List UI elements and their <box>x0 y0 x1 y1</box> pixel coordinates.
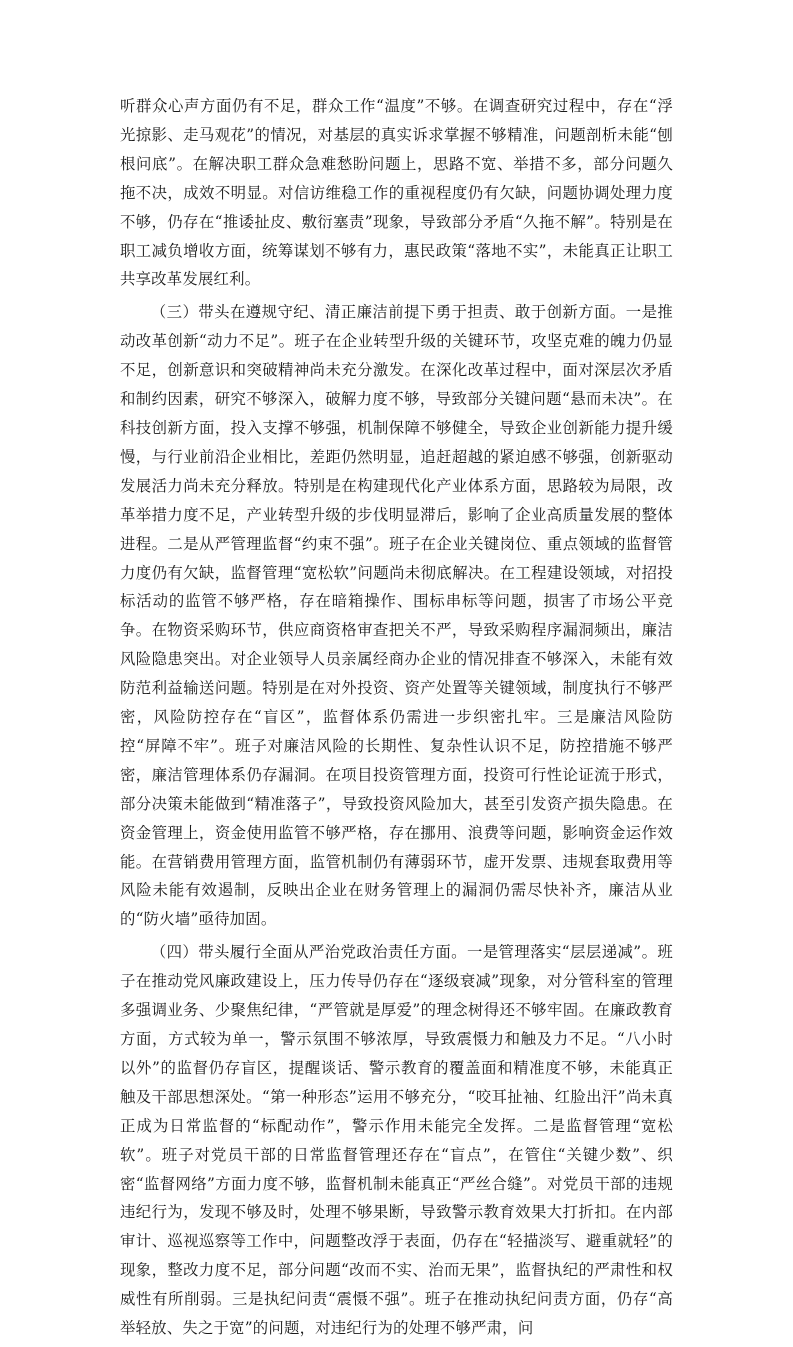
paragraph-section-three: （三）带头在遵规守纪、清正廉洁前提下勇于担责、敢于创新方面。一是推动改革创新“动力不足”。班子在企业转型升级的关键环节，攻坚克难的魄力仍显不足，创新意识和突破精神尚未充分激发。在深化改革过程中，面对深层次矛盾和制约因素，研究不够深入，破解力度不够，导致部分关键问题“悬而未决”。在科技创新方面，投入支撑不够强，机制保障不够健全，导致企业创新能力提升缓慢，与行业前沿企业相比，差距仍然明显，追赶超越的紧迫感不够强，创新驱动发展活力尚未充分释放。特别是在构建现代化产业体系方面，思路较为局限，改革举措力度不足，产业转型升级的步伐明显滞后，影响了企业高质量发展的整体进程。二是从严管理监督“约束不强”。班子在企业关键岗位、重点领域的监督管力度仍有欠缺，监督管理“宽松软”问题尚未彻底解决。在工程建设领域，对招投标活动的监管不够严格，存在暗箱操作、围标串标等问题，损害了市场公平竞争。在物资采购环节，供应商资格审查把关不严，导致采购程序漏洞频出，廉洁风险隐患突出。对企业领导人员亲属经商办企业的情况排查不够深入，未能有效防范利益输送问题。特别是在对外投资、资产处置等关键领域，制度执行不够严密，风险防控存在“盲区”，监督体系仍需进一步织密扎牢。三是廉洁风险防控“屏障不牢”。班子对廉洁风险的长期性、复杂性认识不足，防控措施不够严密，廉洁管理体系仍存漏洞。在项目投资管理方面，投资可行性论证流于形式，部分决策未能做到“精准落子”，导致投资风险加大，甚至引发资产损失隐患。在资金管理上，资金使用监管不够严格，存在挪用、浪费等问题，影响资金运作效能。在营销费用管理方面，监管机制仍有薄弱环节，虚开发票、违规套取费用等风险未能有效遏制，反映出企业在财务管理上的漏洞仍需尽快补齐，廉洁从业的“防火墙”亟待加固。 <box>120 303 673 929</box>
document-body <box>120 92 673 1347</box>
paragraph-section-four: （四）带头履行全面从严治党政治责任方面。一是管理落实“层层递减”。班子在推动党风廉政建设上，压力传导仍存在“逐级衰减”现象，对分管科室的管理多强调业务、少聚焦纪律，“严管就是厚爱”的理念树得还不够牢固。在廉政教育方面，方式较为单一，警示氛围不够浓厚，导致震慑力和触及力不足。“八小时以外”的监督仍存盲区，提醒谈话、警示教育的覆盖面和精准度不够，未能真正触及干部思想深处。“第一种形态”运用不够充分，“咬耳扯袖、红脸出汗”尚未真正成为日常监督的“标配动作”，警示作用未能完全发挥。二是监督管理“宽松软”。班子对党员干部的日常监督管理还存在“盲点”，在管住“关键少数”、织密“监督网络”方面力度不够，监督机制未能真正“严丝合缝”。对党员干部的违规违纪行为，发现不够及时，处理不够果断，导致警示教育效果大打折扣。在内部审计、巡视巡察等工作中，问题整改浮于表面，仍存在“轻描淡写、避重就轻”的现象，整改力度不足，部分问题“改而不实、治而无果”，监督执纪的严肃性和权威性有所削弱。三是执纪问责“震慑不强”。班子在推动执纪问责方面，仍存“高举轻放、失之于宽”的问题，对违纪行为的处理不够严肃，问 <box>120 943 673 1338</box>
paragraph-continuation: 听群众心声方面仍有不足，群众工作“温度”不够。在调查研究过程中，存在“浮光掠影、走马观花”的情况，对基层的真实诉求掌握不够精准，问题剖析未能“刨根问底”。在解决职工群众急难愁盼问题上，思路不宽、举措不多，部分问题久拖不决，成效不明显。对信访维稳工作的重视程度仍有欠缺，问题协调处理力度不够，仍存在“推诿扯皮、敷衍塞责”现象，导致部分矛盾“久拖不解”。特别是在职工减负增收方面，统筹谋划不够有力，惠民政策“落地不实”，未能真正让职工共享改革发展红利。 <box>120 97 673 289</box>
